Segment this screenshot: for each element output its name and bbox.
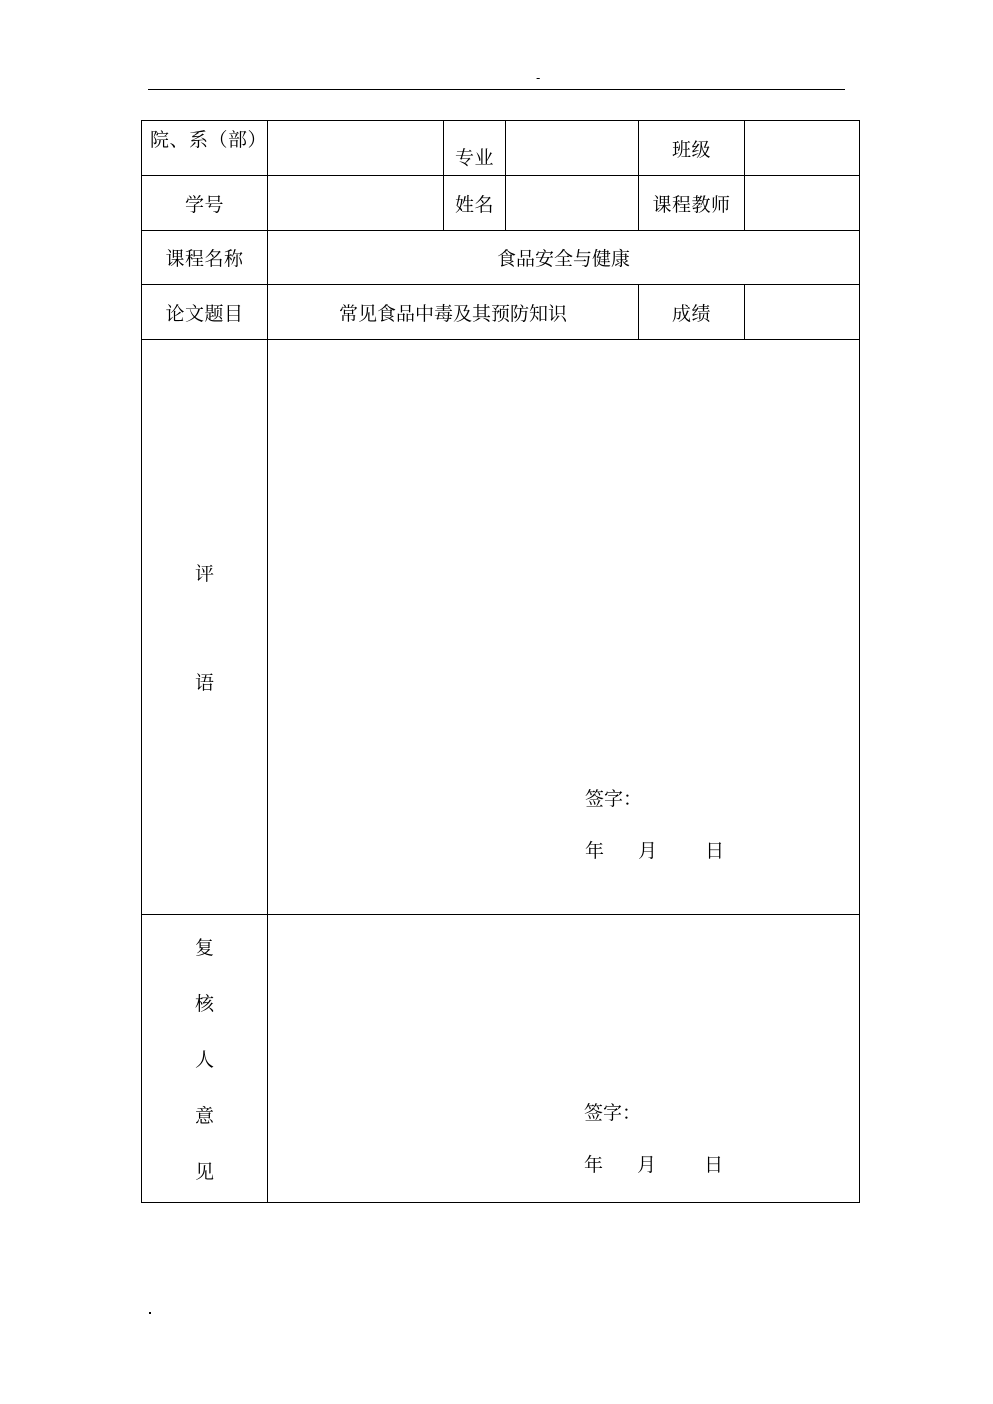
- review-label-char: 见: [195, 1161, 215, 1183]
- major-field[interactable]: [506, 121, 639, 176]
- topic-label: 论文题目: [142, 285, 268, 340]
- review-area[interactable]: [268, 915, 860, 1203]
- score-field[interactable]: [745, 285, 860, 340]
- name-field[interactable]: [506, 176, 639, 231]
- header-mark: -: [536, 71, 541, 85]
- review-label: [142, 915, 268, 1203]
- teacher-label: 课程教师: [639, 176, 745, 231]
- comments-area[interactable]: [268, 340, 860, 915]
- topic-value[interactable]: 常见食品中毒及其预防知识: [268, 285, 639, 340]
- evaluation-form-table: [141, 120, 860, 1203]
- review-label-char: 复: [195, 937, 215, 959]
- review-month: 月: [637, 1154, 657, 1176]
- review-day: 日: [704, 1154, 724, 1176]
- review-label-char: 人: [195, 1049, 215, 1071]
- comments-signature-label: 签字：: [585, 788, 643, 810]
- course-name-label: 课程名称: [142, 231, 268, 285]
- name-label: 姓名: [444, 176, 506, 231]
- dept-field[interactable]: [268, 121, 444, 176]
- student-id-label: 学号: [142, 176, 268, 231]
- review-label-char: 核: [195, 993, 215, 1015]
- major-label: 专业: [444, 121, 506, 176]
- review-label-char: 意: [195, 1105, 215, 1127]
- score-label: 成绩: [639, 285, 745, 340]
- teacher-field[interactable]: [745, 176, 860, 231]
- comments-month: 月: [638, 840, 658, 862]
- header-rule: [148, 89, 845, 90]
- class-label: 班级: [639, 121, 745, 176]
- student-id-field[interactable]: [268, 176, 444, 231]
- comments-label-char: 评: [195, 563, 215, 585]
- comments-day: 日: [705, 840, 725, 862]
- course-name-value[interactable]: 食品安全与健康: [268, 231, 860, 285]
- dept-label: 院、系（部）: [142, 121, 268, 176]
- class-field[interactable]: [745, 121, 860, 176]
- comments-label: [142, 340, 268, 915]
- review-signature-label: 签字：: [584, 1102, 642, 1124]
- review-year: 年: [584, 1154, 604, 1176]
- comments-date: [585, 836, 724, 863]
- review-date: [584, 1150, 723, 1177]
- footer-mark: [149, 1312, 151, 1314]
- comments-year: 年: [585, 840, 605, 862]
- comments-label-char: 语: [195, 672, 215, 694]
